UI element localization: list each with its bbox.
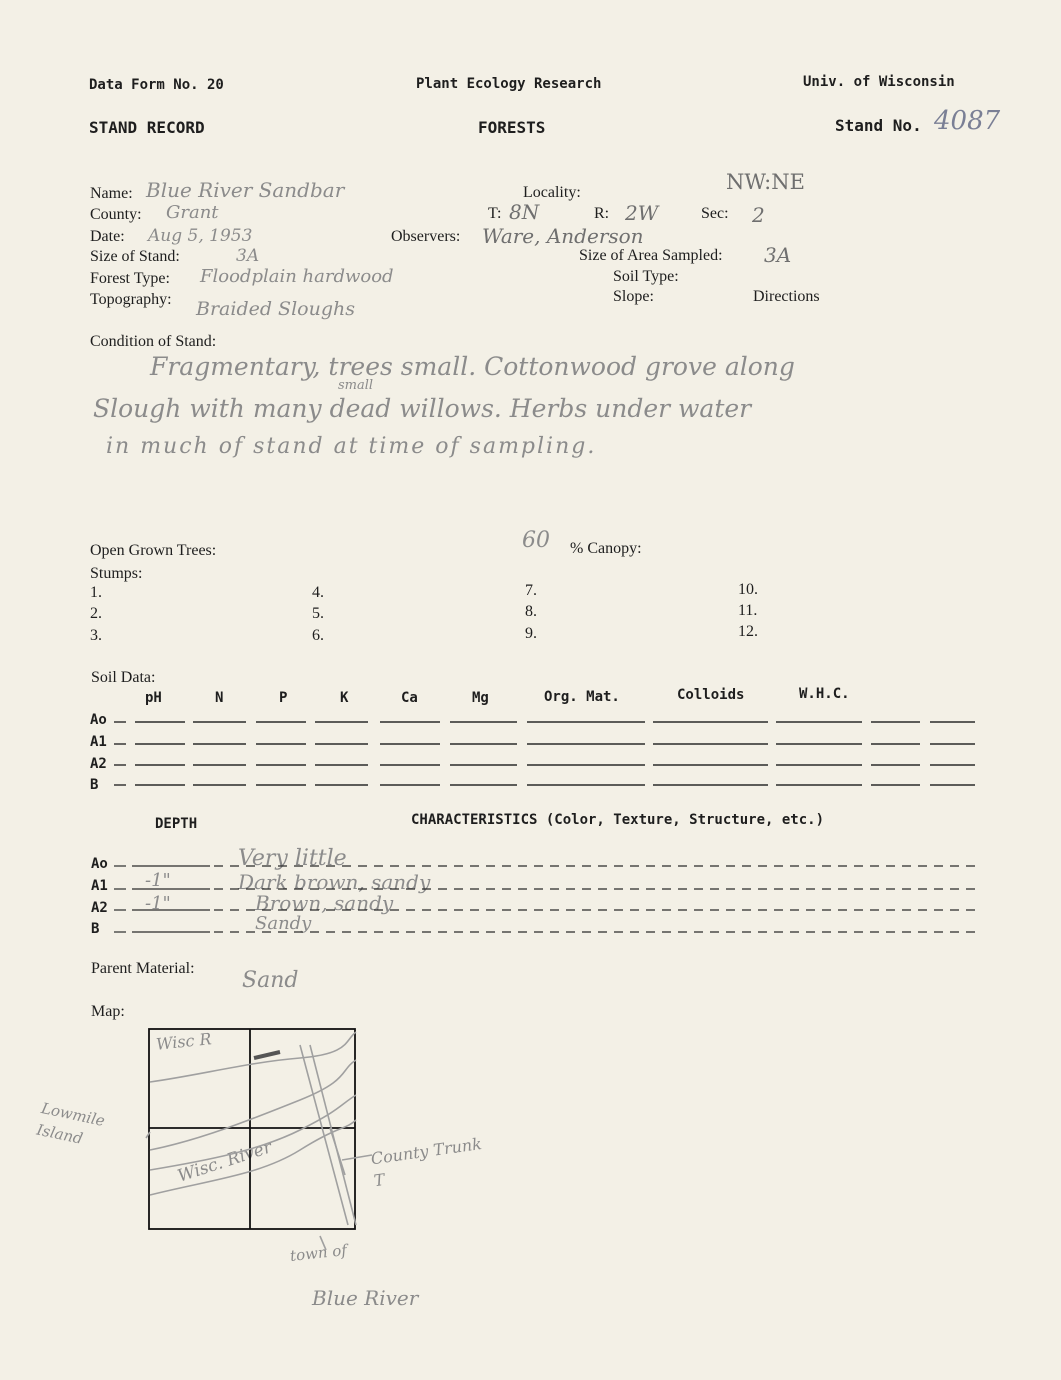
slope-label: Slope: — [613, 288, 654, 305]
soil-row-a2: A2 — [90, 756, 107, 772]
soil-col-k: K — [340, 690, 349, 706]
condition-insert: small — [338, 378, 374, 393]
stand-number-value: 4087 — [934, 106, 1001, 136]
date-value: Aug 5, 1953 — [148, 226, 253, 246]
locality-value: NW:NE — [726, 170, 805, 194]
stand-number-label: Stand No. — [835, 116, 922, 135]
horizon-a2-depth: -1" — [145, 893, 171, 914]
size-of-area-label: Size of Area Sampled: — [579, 247, 723, 264]
size-of-area-value: 3A — [764, 243, 792, 267]
observers-value: Ware, Anderson — [482, 224, 644, 248]
stumps-label: Stumps: — [90, 565, 143, 582]
map-label-island: Lowmile Island — [35, 1099, 107, 1148]
horizon-ao-desc: Very little — [238, 846, 347, 871]
soil-col-whc: W.H.C. — [799, 686, 850, 702]
soil-col-ph: pH — [145, 690, 162, 706]
stump-6: 6. — [312, 627, 324, 644]
horizon-b-name: B — [91, 921, 100, 937]
condition-line-1: Fragmentary, trees small. Cottonwood grove along — [150, 352, 795, 381]
characteristics-label: CHARACTERISTICS (Color, Texture, Structure, etc.) — [411, 812, 825, 828]
county-label: County: — [90, 206, 142, 223]
map-label-county-trunk: County Trunk T — [369, 1134, 483, 1191]
stump-11: 11. — [738, 602, 758, 619]
horizon-a2-name: A2 — [91, 900, 108, 916]
map-sketch — [146, 1032, 372, 1250]
stump-4: 4. — [312, 584, 324, 601]
soil-type-label: Soil Type: — [613, 268, 679, 285]
soil-row-a1: A1 — [90, 734, 107, 750]
soil-col-p: P — [279, 690, 288, 706]
condition-label: Condition of Stand: — [90, 333, 217, 350]
record-title: STAND RECORD — [89, 118, 205, 137]
topography-label: Topography: — [90, 291, 172, 308]
topography-value: Braided Sloughs — [196, 298, 355, 320]
section-value: 2 — [752, 203, 765, 227]
horizon-a2-desc: Brown, sandy — [255, 891, 394, 915]
map-label-wisc-river: Wisc. River — [175, 1137, 275, 1187]
stump-2: 2. — [90, 605, 102, 622]
soil-col-mg: Mg — [472, 690, 489, 706]
soil-data-label: Soil Data: — [91, 669, 156, 686]
soil-col-colloids: Colloids — [677, 687, 745, 703]
map-frame — [149, 1029, 355, 1229]
horizon-ao-name: Ao — [91, 856, 108, 872]
locality-label: Locality: — [523, 184, 581, 201]
stump-10: 10. — [738, 581, 758, 598]
township-label: T: — [488, 205, 502, 222]
township-value: 8N — [509, 200, 540, 224]
stump-8: 8. — [525, 603, 537, 620]
map-label-wisc-r: Wisc R — [155, 1029, 213, 1054]
university: Univ. of Wisconsin — [803, 74, 955, 90]
stump-7: 7. — [525, 582, 537, 599]
depth-label: DEPTH — [155, 816, 198, 832]
soil-col-ca: Ca — [401, 690, 418, 706]
category-title: FORESTS — [478, 118, 546, 137]
name-value: Blue River Sandbar — [146, 178, 345, 202]
date-label: Date: — [90, 228, 125, 245]
county-value: Grant — [166, 202, 219, 223]
horizon-a1-depth: -1" — [145, 870, 171, 891]
parent-material-label: Parent Material: — [91, 960, 195, 977]
stump-9: 9. — [525, 625, 537, 642]
horizon-a1-desc: Dark brown, sandy — [238, 870, 431, 894]
name-label: Name: — [90, 185, 133, 202]
condition-line-2: Slough with many dead willows. Herbs under water — [93, 394, 752, 423]
stump-5: 5. — [312, 605, 324, 622]
horizon-a1-name: A1 — [91, 878, 108, 894]
parent-material-value: Sand — [242, 968, 299, 993]
observers-label: Observers: — [391, 228, 461, 245]
map-label-town-of: town of — [289, 1241, 348, 1265]
open-grown-trees-label: Open Grown Trees: — [90, 542, 217, 559]
stump-3: 3. — [90, 627, 102, 644]
soil-col-n: N — [215, 690, 224, 706]
canopy-label: % Canopy: — [570, 540, 642, 557]
map-label-town-name: Blue River — [312, 1286, 419, 1310]
size-of-stand-label: Size of Stand: — [90, 248, 180, 265]
condition-line-3: in much of stand at time of sampling. — [106, 434, 597, 459]
soil-row-ao: Ao — [90, 712, 107, 728]
map-label: Map: — [91, 1003, 125, 1020]
stump-1: 1. — [90, 584, 102, 601]
range-value: 2W — [625, 201, 659, 225]
forest-type-label: Forest Type: — [90, 270, 170, 287]
soil-row-b: B — [90, 777, 99, 793]
forest-type-value: Floodplain hardwood — [200, 266, 394, 287]
soil-col-org-mat: Org. Mat. — [544, 689, 620, 705]
canopy-value: 60 — [522, 528, 550, 553]
size-of-stand-value: 3A — [236, 246, 260, 266]
horizon-b-desc: Sandy — [255, 913, 312, 934]
stump-12: 12. — [738, 623, 758, 640]
section-label: Sec: — [701, 205, 729, 222]
directions-label: Directions — [753, 288, 820, 305]
form-number: Data Form No. 20 — [89, 77, 224, 93]
range-label: R: — [594, 205, 610, 222]
organization: Plant Ecology Research — [416, 76, 602, 92]
